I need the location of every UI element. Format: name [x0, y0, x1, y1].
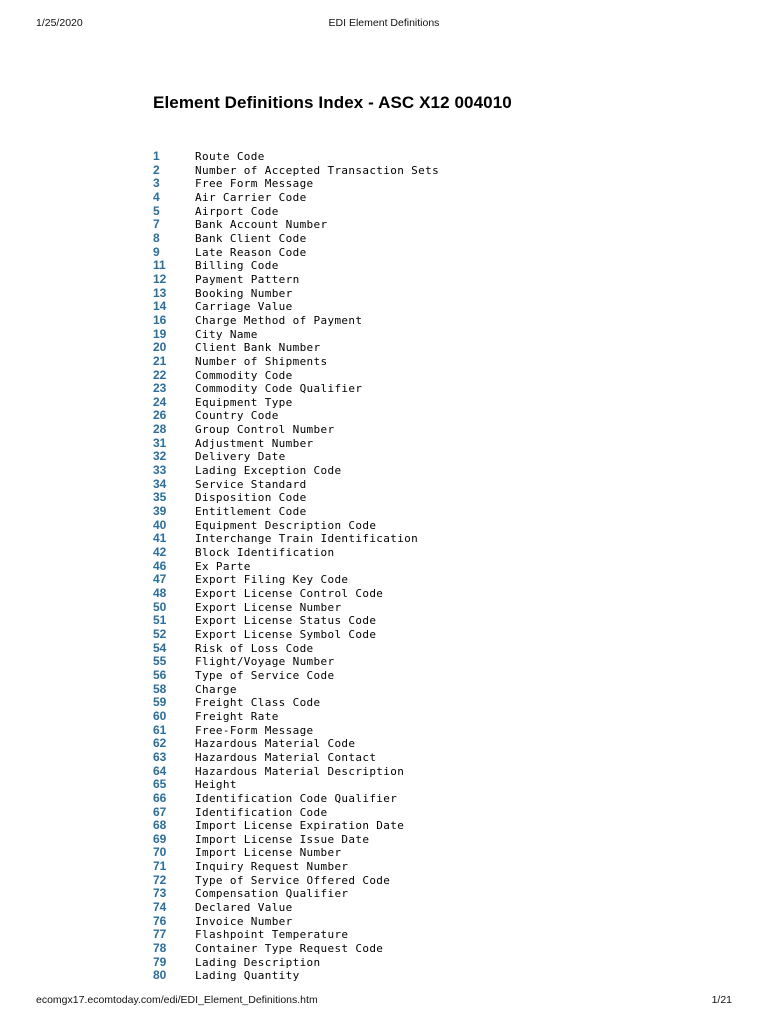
element-row	[153, 531, 573, 545]
element-name: Height	[195, 778, 237, 792]
element-row	[153, 845, 573, 859]
element-name: Declared Value	[195, 901, 293, 915]
element-number-link[interactable]: 4	[153, 189, 160, 204]
element-number-link[interactable]: 69	[153, 831, 167, 846]
element-number-link[interactable]: 39	[153, 504, 167, 519]
element-name: Type of Service Offered Code	[195, 873, 391, 887]
element-number-link[interactable]: 51	[153, 613, 167, 628]
element-row	[153, 449, 573, 463]
element-row	[153, 832, 573, 846]
element-number-link[interactable]: 78	[153, 941, 167, 956]
element-number-link[interactable]: 73	[153, 886, 167, 901]
element-name: Compensation Qualifier	[195, 887, 349, 901]
element-name: Carriage Value	[195, 300, 293, 314]
element-name: Ex Parte	[195, 559, 251, 573]
element-row	[153, 559, 573, 573]
element-number-link[interactable]: 61	[153, 722, 167, 737]
element-number-link[interactable]: 14	[153, 299, 167, 314]
element-name: Interchange Train Identification	[195, 532, 419, 546]
element-row	[153, 791, 573, 805]
element-row	[153, 422, 573, 436]
element-row	[153, 777, 573, 791]
element-number-link[interactable]: 67	[153, 804, 167, 819]
element-name: Free-Form Message	[195, 723, 314, 737]
element-name: Lading Exception Code	[195, 464, 342, 478]
element-name: Disposition Code	[195, 491, 307, 505]
element-name: Air Carrier Code	[195, 190, 307, 204]
element-name: Export License Number	[195, 600, 342, 614]
element-row	[153, 258, 573, 272]
element-row	[153, 873, 573, 887]
element-row	[153, 805, 573, 819]
element-row	[153, 968, 573, 982]
element-name: Route Code	[195, 150, 265, 163]
element-number-link[interactable]: 56	[153, 667, 167, 682]
element-number-link[interactable]: 7	[153, 217, 160, 232]
element-number-link[interactable]: 72	[153, 872, 167, 887]
element-row	[153, 668, 573, 682]
element-name: Service Standard	[195, 477, 307, 491]
element-name: Airport Code	[195, 204, 279, 218]
element-row	[153, 682, 573, 696]
element-name: Import License Issue Date	[195, 832, 370, 846]
element-name: Inquiry Request Number	[195, 860, 349, 874]
element-number-link[interactable]: 79	[153, 954, 167, 969]
element-name: Freight Class Code	[195, 696, 321, 710]
element-number-link[interactable]: 66	[153, 790, 167, 805]
element-row	[153, 586, 573, 600]
element-row	[153, 286, 573, 300]
element-number-link[interactable]: 21	[153, 353, 167, 368]
element-row	[153, 654, 573, 668]
element-row	[153, 859, 573, 873]
element-row	[153, 436, 573, 450]
element-number-link[interactable]: 70	[153, 845, 167, 860]
element-number-link[interactable]: 80	[153, 968, 167, 983]
element-number-link[interactable]: 24	[153, 394, 167, 409]
element-name: Export License Symbol Code	[195, 627, 377, 641]
element-name: Hazardous Material Contact	[195, 750, 377, 764]
element-number-link[interactable]: 23	[153, 381, 167, 396]
element-row	[153, 764, 573, 778]
element-number-link[interactable]: 46	[153, 558, 167, 573]
element-row	[153, 381, 573, 395]
element-name: Invoice Number	[195, 914, 293, 928]
element-row	[153, 231, 573, 245]
element-row	[153, 709, 573, 723]
element-name: Payment Pattern	[195, 272, 300, 286]
element-name: Export License Status Code	[195, 614, 377, 628]
element-number-link[interactable]: 5	[153, 203, 160, 218]
element-number-link[interactable]: 3	[153, 176, 160, 191]
element-number-link[interactable]: 42	[153, 545, 167, 560]
element-name: Bank Client Code	[195, 231, 307, 245]
element-number-link[interactable]: 76	[153, 913, 167, 928]
element-number-link[interactable]: 59	[153, 695, 167, 710]
page-title: Element Definitions Index - ASC X12 004010	[153, 93, 512, 112]
element-name: Number of Accepted Transaction Sets	[195, 163, 440, 177]
element-number-link[interactable]: 13	[153, 285, 167, 300]
element-number-link[interactable]: 52	[153, 626, 167, 641]
element-name: Flight/Voyage Number	[195, 655, 335, 669]
element-name: Type of Service Code	[195, 668, 335, 682]
element-name: Booking Number	[195, 286, 293, 300]
element-name: Late Reason Code	[195, 245, 307, 259]
element-row	[153, 818, 573, 832]
element-name: Equipment Type	[195, 395, 293, 409]
element-number-link[interactable]: 74	[153, 900, 167, 915]
element-row	[153, 477, 573, 491]
element-name: Delivery Date	[195, 450, 286, 464]
element-number-link[interactable]: 19	[153, 326, 167, 341]
element-row	[153, 613, 573, 627]
element-row	[153, 641, 573, 655]
print-header-title: EDI Element Definitions	[328, 17, 440, 29]
element-name: Charge	[195, 682, 237, 696]
element-name: Charge Method of Payment	[195, 313, 363, 327]
element-name: Freight Rate	[195, 709, 279, 723]
element-number-link[interactable]: 50	[153, 599, 167, 614]
element-row	[153, 340, 573, 354]
element-row	[153, 723, 573, 737]
element-number-link[interactable]: 34	[153, 476, 167, 491]
element-row	[153, 927, 573, 941]
element-row	[153, 463, 573, 477]
element-number-link[interactable]: 32	[153, 449, 167, 464]
element-name: Adjustment Number	[195, 436, 314, 450]
element-number-link[interactable]: 8	[153, 230, 160, 245]
element-name: Block Identification	[195, 546, 335, 560]
element-row	[153, 914, 573, 928]
element-name: Export Filing Key Code	[195, 573, 349, 587]
element-name: Hazardous Material Description	[195, 764, 405, 778]
element-row	[153, 750, 573, 764]
element-row	[153, 163, 573, 177]
element-number-link[interactable]: 68	[153, 818, 167, 833]
element-row	[153, 176, 573, 190]
element-number-link[interactable]: 9	[153, 244, 160, 259]
element-row	[153, 518, 573, 532]
element-number-link[interactable]: 26	[153, 408, 167, 423]
element-name: Equipment Description Code	[195, 518, 377, 532]
print-footer-url: ecomgx17.ecomtoday.com/edi/EDI_Element_Definitions.htm	[36, 994, 318, 1006]
element-row	[153, 190, 573, 204]
element-row	[153, 736, 573, 750]
element-number-link[interactable]: 65	[153, 777, 167, 792]
element-number-link[interactable]: 16	[153, 312, 167, 327]
element-name: Commodity Code	[195, 368, 293, 382]
element-name: Identification Code Qualifier	[195, 791, 398, 805]
element-number-link[interactable]: 77	[153, 927, 167, 942]
element-number-link[interactable]: 35	[153, 490, 167, 505]
element-name: Risk of Loss Code	[195, 641, 314, 655]
element-name: Entitlement Code	[195, 505, 307, 519]
element-number-link[interactable]: 22	[153, 367, 167, 382]
element-number-link[interactable]: 60	[153, 708, 167, 723]
element-name: Bank Account Number	[195, 218, 328, 232]
element-row	[153, 395, 573, 409]
element-name: Import License Expiration Date	[195, 819, 405, 833]
element-name: City Name	[195, 327, 258, 341]
element-name: Lading Description	[195, 955, 321, 969]
element-number-link[interactable]: 58	[153, 681, 167, 696]
element-row	[153, 695, 573, 709]
element-number-link[interactable]: 28	[153, 422, 167, 437]
element-row	[153, 149, 573, 163]
element-number-link[interactable]: 40	[153, 517, 167, 532]
element-name: Flashpoint Temperature	[195, 928, 349, 942]
element-row	[153, 572, 573, 586]
element-row	[153, 272, 573, 286]
element-name: Container Type Request Code	[195, 942, 384, 956]
element-row	[153, 627, 573, 641]
element-list	[153, 149, 573, 982]
element-number-link[interactable]: 48	[153, 586, 167, 600]
element-row	[153, 955, 573, 969]
element-name: Number of Shipments	[195, 354, 328, 368]
element-number-link[interactable]: 54	[153, 640, 167, 655]
element-row	[153, 504, 573, 518]
element-row	[153, 941, 573, 955]
element-row	[153, 600, 573, 614]
element-name: Free Form Message	[195, 177, 314, 191]
element-number-link[interactable]: 71	[153, 859, 167, 874]
element-row	[153, 900, 573, 914]
element-row	[153, 490, 573, 504]
element-number-link[interactable]: 31	[153, 435, 167, 450]
element-number-link[interactable]: 20	[153, 340, 167, 355]
element-name: Country Code	[195, 409, 279, 423]
element-name: Hazardous Material Code	[195, 737, 356, 751]
element-name: Export License Control Code	[195, 587, 384, 600]
element-number-link[interactable]: 63	[153, 749, 167, 764]
element-row	[153, 204, 573, 218]
element-row	[153, 368, 573, 382]
element-name: Commodity Code Qualifier	[195, 382, 363, 396]
element-row	[153, 313, 573, 327]
element-number-link[interactable]: 55	[153, 654, 167, 669]
element-row	[153, 408, 573, 422]
element-name: Client Bank Number	[195, 341, 321, 355]
element-row	[153, 886, 573, 900]
element-name: Lading Quantity	[195, 969, 300, 983]
element-number-link[interactable]: 2	[153, 162, 160, 177]
element-number-link[interactable]: 62	[153, 736, 167, 751]
element-row	[153, 545, 573, 559]
element-row	[153, 327, 573, 341]
element-row	[153, 354, 573, 368]
element-name: Identification Code	[195, 805, 328, 819]
element-row	[153, 299, 573, 313]
element-number-link[interactable]: 11	[153, 258, 166, 273]
print-date: 1/25/2020	[36, 17, 83, 29]
print-page-number: 1/21	[711, 994, 732, 1006]
element-number-link[interactable]: 41	[153, 531, 167, 546]
element-number-link[interactable]: 64	[153, 763, 167, 778]
element-name: Billing Code	[195, 259, 279, 273]
element-number-link[interactable]: 47	[153, 572, 167, 587]
element-number-link[interactable]: 12	[153, 271, 167, 286]
element-number-link[interactable]: 1	[153, 149, 160, 163]
element-row	[153, 245, 573, 259]
element-name: Import License Number	[195, 846, 342, 860]
element-name: Group Control Number	[195, 423, 335, 437]
element-row	[153, 217, 573, 231]
element-number-link[interactable]: 33	[153, 463, 167, 478]
